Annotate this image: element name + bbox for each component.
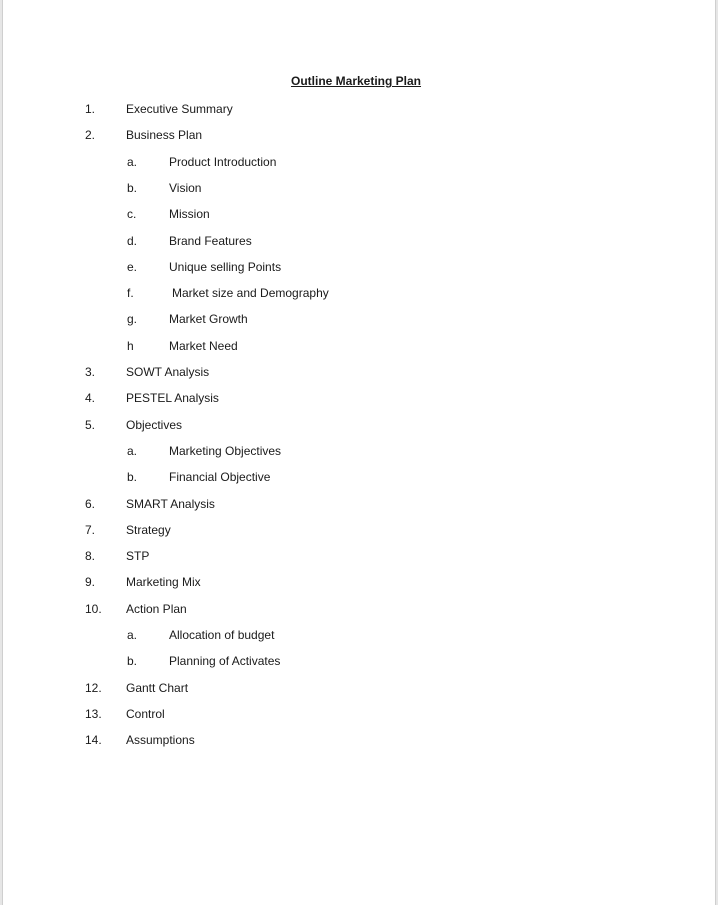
subitem-letter: h [127,338,134,353]
subitem-label: Unique selling Points [169,259,282,274]
item-number: 10. [85,601,102,616]
outline-subitem [3,311,715,327]
item-label: SMART Analysis [126,496,215,511]
item-label: Strategy [126,522,171,537]
item-number: 6. [85,496,96,511]
outline-item [3,548,715,564]
subitem-label: Financial Objective [169,470,271,485]
item-label: Business Plan [126,128,203,143]
item-number: 12. [85,680,102,695]
outline-subitem [3,469,715,485]
subitem-label: Mission [169,207,210,222]
item-label: Action Plan [126,601,187,616]
subitem-letter: a. [127,154,138,169]
outline-item [3,601,715,617]
item-number: 5. [85,417,96,432]
item-label: Control [126,706,165,721]
outline-subitem [3,259,715,275]
outline-item [3,364,715,380]
item-label: Objectives [126,417,183,432]
subitem-label: Market Need [169,338,238,353]
subitem-letter: b. [127,180,138,195]
outline-item [3,574,715,590]
subitem-label: Vision [169,180,202,195]
item-number: 1. [85,102,96,116]
outline-item [3,680,715,696]
subitem-label: Brand Features [169,233,252,248]
document-title [3,74,715,88]
item-number: 9. [85,575,96,590]
outline-item [3,732,715,748]
subitem-letter: c. [127,207,137,222]
outline-item [3,522,715,538]
outline-item [3,127,715,143]
subitem-letter: e. [127,259,138,274]
outline-subitem [3,338,715,354]
subitem-label: Product Introduction [169,154,277,169]
item-label: Assumptions [126,733,195,748]
subitem-label: Market size and Demography [172,286,329,301]
item-number: 2. [85,128,96,143]
item-number: 3. [85,365,96,379]
outline-item [3,417,715,433]
item-number: 8. [85,549,96,564]
outline-item [3,101,715,117]
outline-subitem [3,443,715,459]
item-number: 14. [85,733,102,748]
outline-item [3,390,715,406]
subitem-letter: f. [127,286,134,301]
document-title-text: Outline Marketing Plan [290,74,422,88]
item-label: PESTEL Analysis [126,391,219,406]
item-number: 13. [85,706,102,721]
item-label: SOWT Analysis [126,365,210,379]
outline-subitem [3,233,715,249]
item-number: 7. [85,522,96,537]
outline-item [3,706,715,722]
subitem-letter: g. [127,312,138,327]
item-label: STP [126,549,150,564]
outline-subitem [3,206,715,222]
subitem-letter: a. [127,628,138,642]
item-label: Marketing Mix [126,575,201,590]
item-label: Gantt Chart [126,680,189,695]
outline-subitem [3,285,715,301]
outline-item [3,496,715,512]
subitem-letter: a. [127,443,138,458]
subitem-label: Marketing Objectives [169,443,282,458]
outline-subitem [3,653,715,669]
subitem-label: Planning of Activates [169,654,281,669]
subitem-letter: d. [127,233,138,248]
subitem-letter: b. [127,654,138,669]
outline-subitem [3,627,715,643]
item-label: Executive Summary [126,102,233,116]
subitem-letter: b. [127,470,138,485]
item-number: 4. [85,391,96,406]
subitem-label: Allocation of budget [169,628,275,642]
document-page [2,0,716,905]
outline-subitem [3,154,715,170]
outline-subitem [3,180,715,196]
subitem-label: Market Growth [169,312,248,327]
